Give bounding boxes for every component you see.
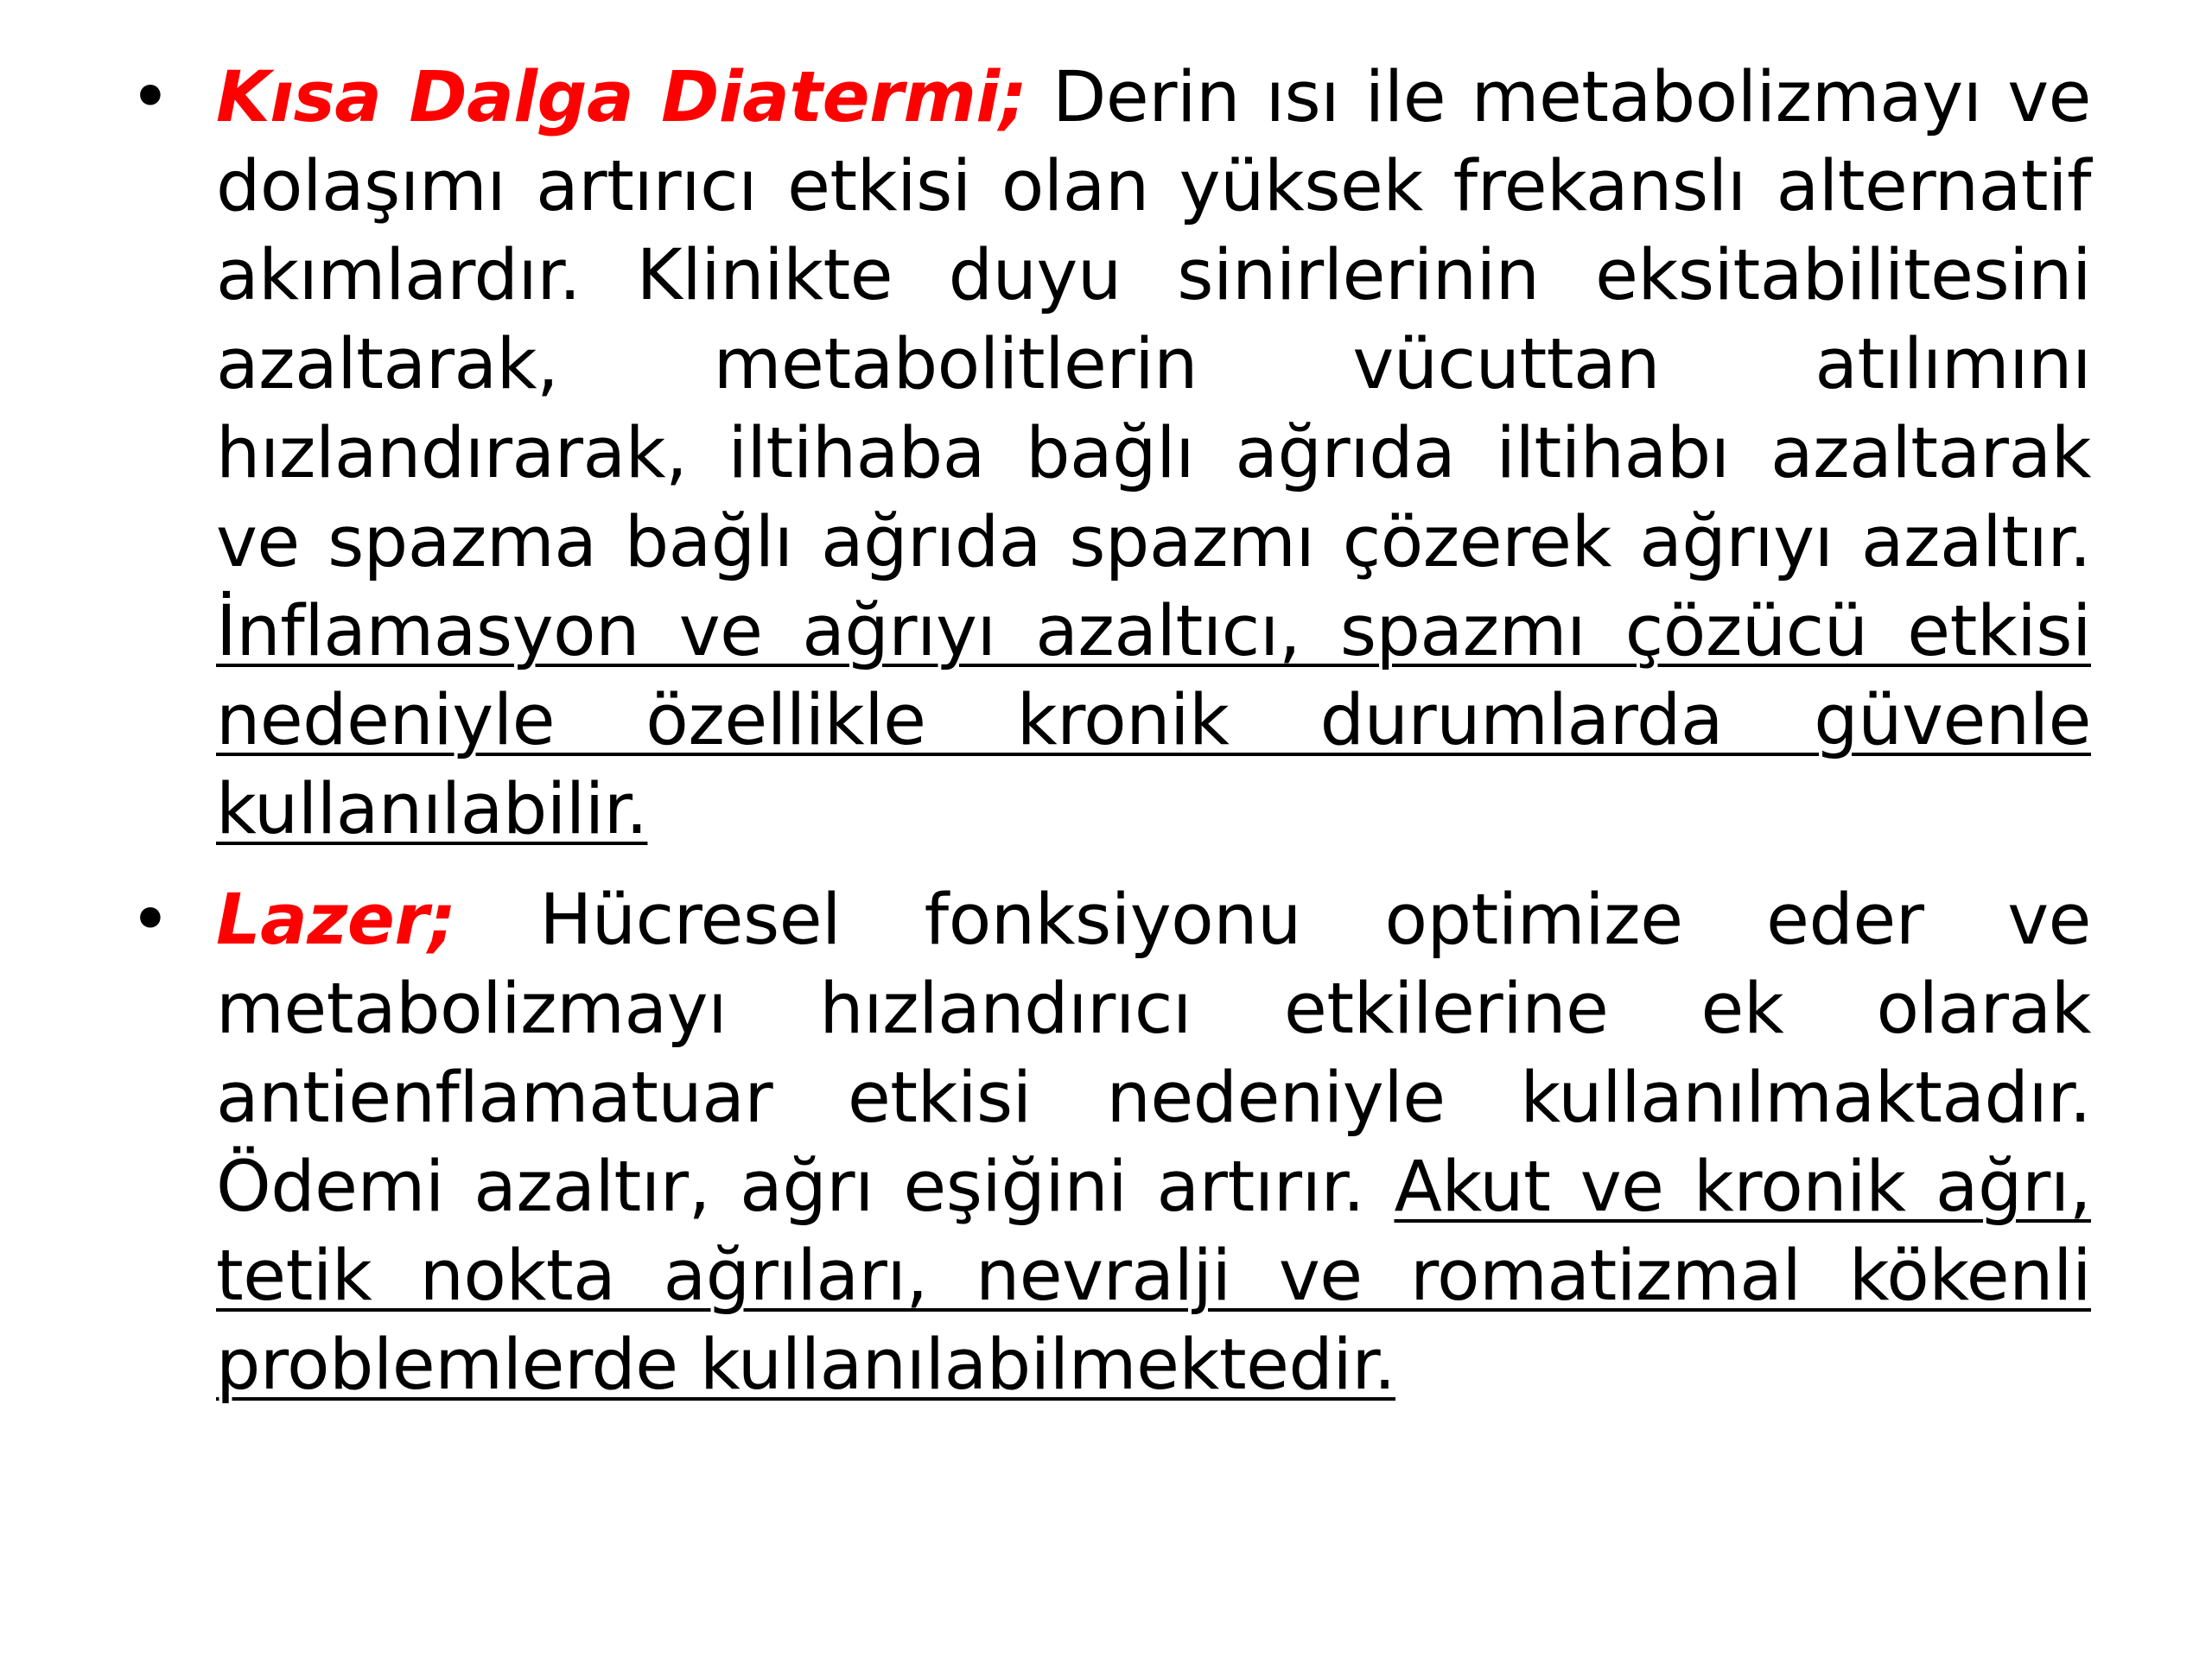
term-kisa-dalga-diatermi: Kısa Dalga Diatermi; [216,57,1027,138]
bullet-point-icon: • [130,880,171,961]
underlined-summary: Akut ve kronik ağrı, tetik nokta ağrıları, nevralji ve romatizmal kökenli problemlerde kullanılabilmektedir. [216,1147,2091,1406]
underlined-summary: İnflamasyon ve ağrıyı azaltıcı, spazmı çözücü etkisi nedeniyle özellikle kronik durumlarda güvenle kullanılabilir. [216,591,2091,850]
bullet-point-icon: • [130,57,171,138]
term-lazer: Lazer; [216,880,456,961]
description-text: Derin ısı ile metabolizmayı ve dolaşımı artırıcı etkisi olan yüksek frekanslı alternatif akımlardır. Klinikte duyu sinirlerinin eksitabilitesini azaltarak, metabolitlerin vücuttan atılımını hızlandırarak, iltihaba bağlı ağrıda iltihabı azaltarak ve spazma bağlı ağrıda spazmı çözerek ağrıyı azaltır. [216,57,2091,583]
bullet-list [130,54,2091,1410]
description-text: Hücresel fonksiyonu optimize eder ve metabolizmayı hızlandırıcı etkilerine ek olarak antienflamatuar etkisi nedeniyle kullanılmaktadır. Ödemi azaltır, ağrı eşiğini artırır. [216,880,2091,1228]
bullet-item-lazer [130,876,2091,1410]
bullet-item-kisa-dalga-diatermi [130,54,2091,855]
